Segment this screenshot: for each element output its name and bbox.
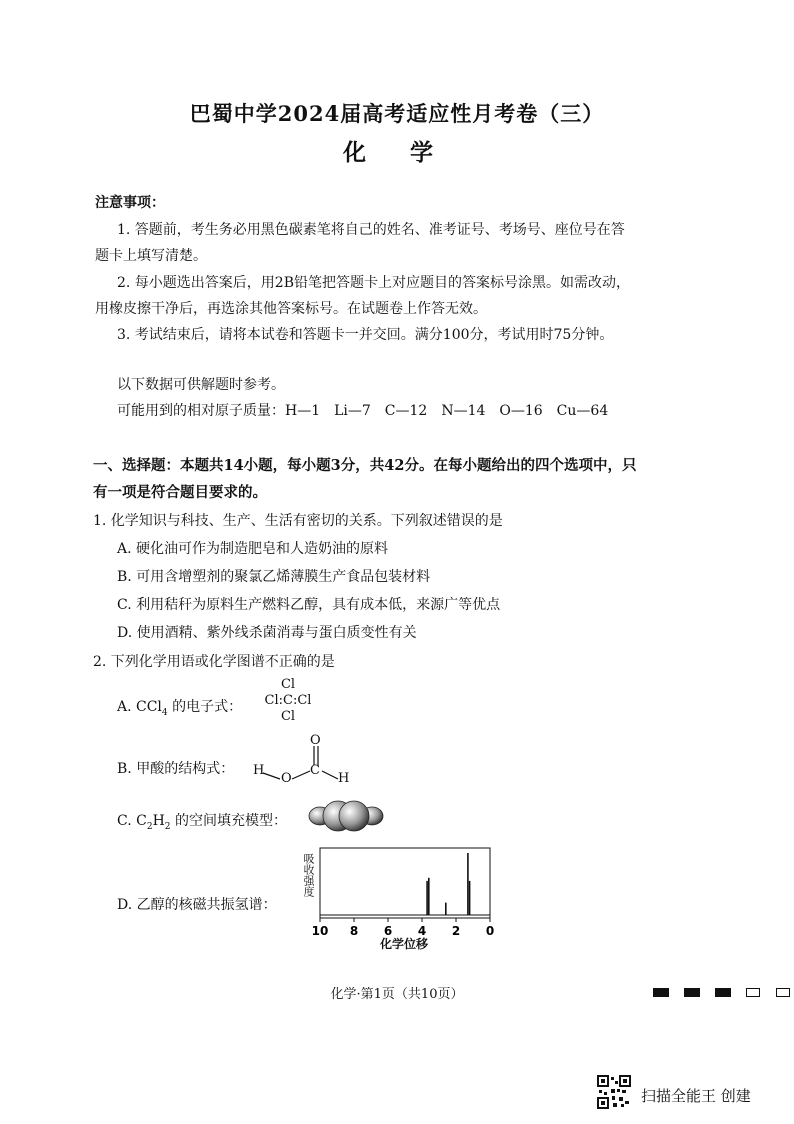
q2-option-d-label: D. 乙醇的核磁共振氢谱： <box>117 897 277 913</box>
c2h2-space-filling-model <box>306 799 386 837</box>
reference-line-2: 可能用到的相对原子质量：H—1 Li—7 C—12 N—14 O—16 Cu—64 <box>117 403 609 419</box>
page-marker-empty-2 <box>776 988 790 997</box>
notice-heading: 注意事项： <box>95 195 165 211</box>
ccl4-bottom-cl: Cl <box>280 709 296 724</box>
q1-option-b: B. 可用含增塑剂的聚氯乙烯薄膜生产食品包装材料 <box>117 569 431 585</box>
formic-h-left: H <box>253 763 265 778</box>
formic-o-top: O <box>310 733 321 748</box>
notice-item-1-line-2: 题卡上填写清楚。 <box>95 248 207 264</box>
q2-stem: 2. 下列化学用语或化学图谱不正确的是 <box>93 654 335 670</box>
reference-line-1: 以下数据可供解题时参考。 <box>117 377 285 393</box>
nmr-ylabel: 吸收强度 <box>302 853 315 897</box>
notice-item-1-line-1: 1. 答题前，考生务必用黑色碳素笔将自己的姓名、准考证号、考场号、座位号在答 <box>117 222 625 238</box>
q1-option-c: C. 利用秸秆为原料生产燃料乙醇，具有成本低，来源广等优点 <box>117 597 501 613</box>
q2-option-a-label: A. CCl$_4$ 的电子式： <box>117 699 243 718</box>
formic-o-mid: O <box>281 771 292 786</box>
formic-acid-structure <box>250 735 360 785</box>
formic-c: C <box>310 763 320 778</box>
c2h2-model-svg <box>306 799 386 833</box>
ccl4-mid-row: Cl:C:Cl <box>264 693 312 708</box>
section-heading-line-1: 一、选择题：本题共14小题，每小题3分，共42分。在每小题给出的四个选项中，只 <box>93 457 637 474</box>
q1-option-d: D. 使用酒精、紫外线杀菌消毒与蛋白质变性有关 <box>117 625 417 641</box>
notice-item-2-line-1: 2. 每小题选出答案后，用2B铅笔把答题卡上对应题目的答案标号涂黑。如需改动， <box>117 275 631 291</box>
qr-code-svg <box>597 1075 631 1109</box>
q1-option-a: A. 硬化油可作为制造肥皂和人造奶油的原料 <box>117 541 389 557</box>
formic-h-right: H <box>338 771 350 786</box>
nmr-tick-label-4: 4 <box>417 924 427 938</box>
notice-item-2-line-2: 用橡皮擦干净后，再选涂其他答案标号。在试题卷上作答无效。 <box>95 301 487 317</box>
q2-option-b-label: B. 甲酸的结构式： <box>117 761 235 777</box>
ccl4-electron-formula <box>258 677 318 725</box>
qr-code-icon <box>597 1075 631 1109</box>
nmr-tick-label-5: 2 <box>451 924 461 938</box>
exam-subject: 化 学 <box>342 139 451 166</box>
page-marker-filled-2 <box>684 988 700 997</box>
exam-title: 巴蜀中学2024届高考适应性月考卷（三） <box>189 101 605 126</box>
nmr-tick-label-2: 8 <box>349 924 359 938</box>
section-heading-line-2: 有一项是符合题目要求的。 <box>93 484 267 501</box>
ccl4-top-cl: Cl <box>280 677 296 692</box>
page-footer: 化学·第1页（共10页） <box>330 987 464 1002</box>
q1-stem: 1. 化学知识与科技、生产、生活有密切的关系。下列叙述错误的是 <box>93 513 503 529</box>
scanner-watermark-text: 扫描全能王 创建 <box>641 1087 751 1105</box>
notice-item-3: 3. 考试结束后，请将本试卷和答题卡一并交回。满分100分，考试用时75分钟。 <box>117 327 614 343</box>
nmr-tick-label-3: 6 <box>383 924 393 938</box>
q2-option-c-label: C. $C_2H_2$ 的空间填充模型： <box>117 813 287 832</box>
page-marker-filled-1 <box>653 988 669 997</box>
ethanol-nmr-chart <box>300 843 500 953</box>
nmr-tick-label-1: 10 <box>311 924 329 938</box>
page-marker-empty-1 <box>746 988 760 997</box>
nmr-plot-frame <box>320 848 490 918</box>
nmr-tick-label-6: 0 <box>485 924 495 938</box>
nmr-xlabel: 化学位移 <box>380 937 429 951</box>
page-marker-filled-3 <box>715 988 731 997</box>
